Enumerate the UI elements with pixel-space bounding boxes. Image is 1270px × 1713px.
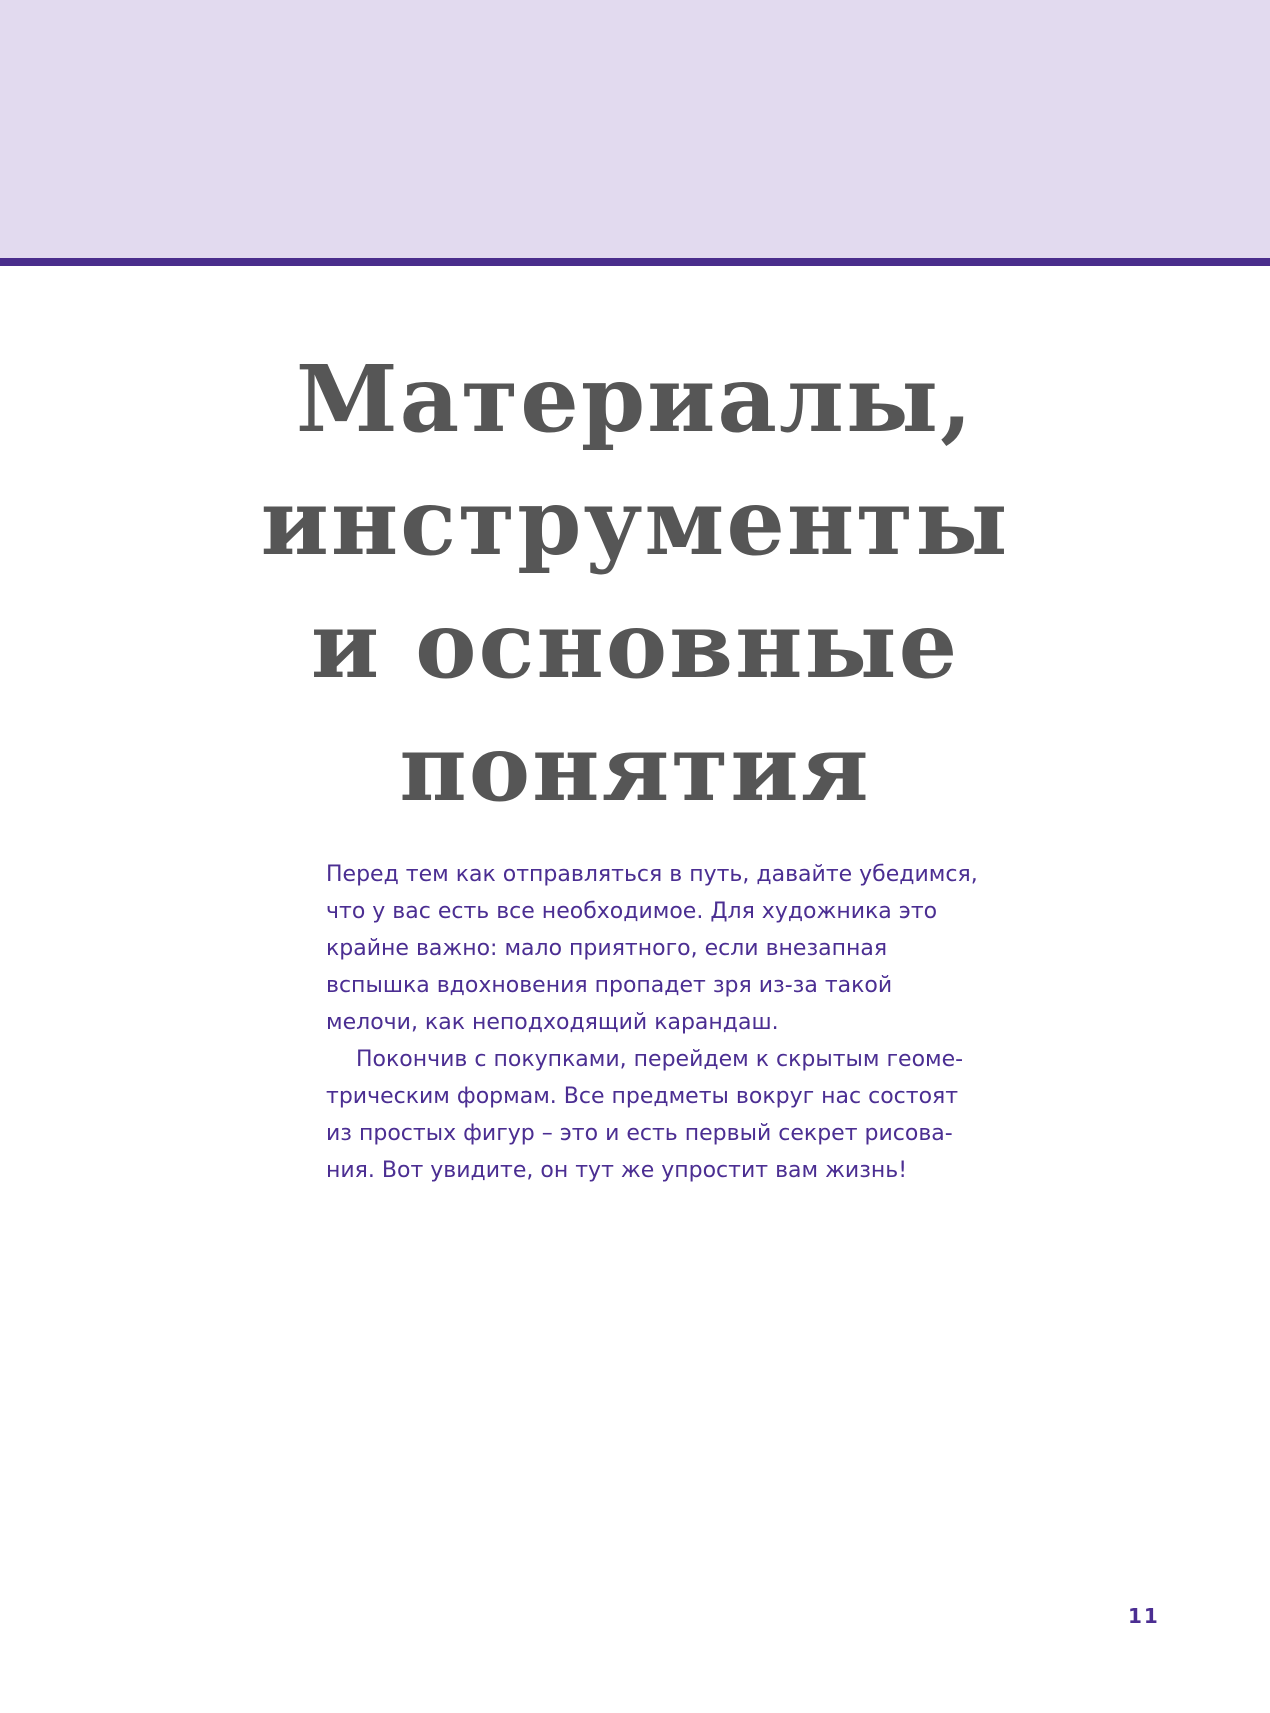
intro-text-line: мелочи, как неподходящий карандаш. xyxy=(326,1010,779,1035)
intro-text-line: Перед тем как отправляться в путь, давайте убедимся, xyxy=(326,862,978,887)
intro-text-line: ния. Вот увидите, он тут же упростит вам жизнь! xyxy=(326,1158,908,1183)
header-band xyxy=(0,0,1270,258)
page-number: 11 xyxy=(1128,1604,1160,1628)
intro-text-line: из простых фигур – это и есть первый секрет рисова- xyxy=(326,1121,953,1146)
chapter-title-line: и основные xyxy=(310,591,960,699)
intro-text-line: что у вас есть все необходимое. Для художника это xyxy=(326,899,938,924)
chapter-title-line: понятия xyxy=(399,714,871,822)
chapter-title-line: инструменты xyxy=(260,468,1010,576)
intro-text xyxy=(326,856,978,1189)
chapter-title xyxy=(0,338,1270,830)
chapter-title-line: Материалы, xyxy=(295,345,975,453)
intro-text-line: крайне важно: мало приятного, если внезапная xyxy=(326,936,888,961)
intro-text-line: Покончив с покупками, перейдем к скрытым геоме- xyxy=(356,1047,964,1072)
intro-text-line: трическим формам. Все предметы вокруг нас состоят xyxy=(326,1084,959,1109)
intro-text-line: вспышка вдохновения пропадет зря из-за такой xyxy=(326,973,893,998)
header-rule xyxy=(0,258,1270,266)
